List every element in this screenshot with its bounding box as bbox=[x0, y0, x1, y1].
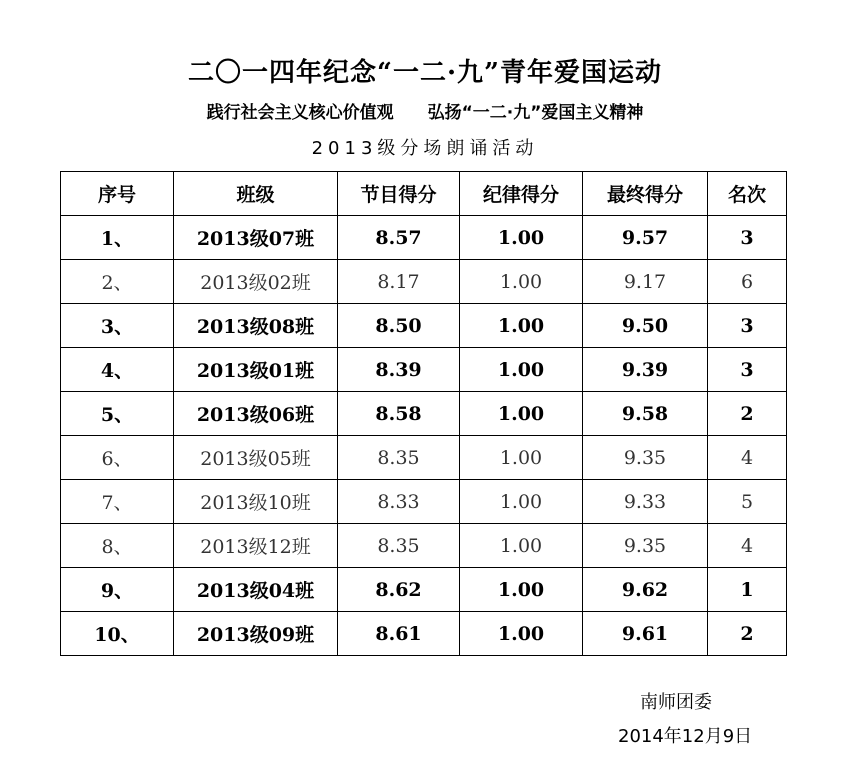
score-table bbox=[60, 171, 787, 656]
cell-rank: 4 bbox=[708, 436, 787, 480]
table-row bbox=[61, 436, 787, 480]
cell-discipline-score: 1.00 bbox=[460, 568, 583, 612]
cell-class: 2013级09班 bbox=[174, 612, 338, 656]
cell-number: 9、 bbox=[61, 568, 174, 612]
table-row bbox=[61, 304, 787, 348]
cell-program-score: 8.17 bbox=[338, 260, 460, 304]
cell-discipline-score: 1.00 bbox=[460, 392, 583, 436]
cell-rank: 3 bbox=[708, 304, 787, 348]
header-final-score: 最终得分 bbox=[583, 172, 708, 216]
cell-discipline-score: 1.00 bbox=[460, 612, 583, 656]
cell-discipline-score: 1.00 bbox=[460, 524, 583, 568]
event-name: 2013级分场朗诵活动 bbox=[311, 138, 539, 159]
table-row bbox=[61, 216, 787, 260]
header-discipline-score: 纪律得分 bbox=[460, 172, 583, 216]
cell-rank: 6 bbox=[708, 260, 787, 304]
cell-final-score: 9.17 bbox=[583, 260, 708, 304]
cell-class: 2013级07班 bbox=[174, 216, 338, 260]
table-row bbox=[61, 480, 787, 524]
header-number: 序号 bbox=[61, 172, 174, 216]
cell-program-score: 8.33 bbox=[338, 480, 460, 524]
cell-final-score: 9.61 bbox=[583, 612, 708, 656]
cell-program-score: 8.35 bbox=[338, 436, 460, 480]
cell-class: 2013级12班 bbox=[174, 524, 338, 568]
document-subtitle: 践行社会主义核心价值观 弘扬“一二·九”爱国主义精神 bbox=[206, 103, 644, 123]
table-row bbox=[61, 392, 787, 436]
cell-rank: 2 bbox=[708, 392, 787, 436]
cell-class: 2013级06班 bbox=[174, 392, 338, 436]
header-class: 班级 bbox=[174, 172, 338, 216]
cell-class: 2013级08班 bbox=[174, 304, 338, 348]
cell-number: 7、 bbox=[61, 480, 174, 524]
document-title: 二〇一四年纪念“一二·九”青年爱国运动 bbox=[188, 58, 662, 88]
header-program-score: 节目得分 bbox=[338, 172, 460, 216]
cell-class: 2013级10班 bbox=[174, 480, 338, 524]
cell-program-score: 8.61 bbox=[338, 612, 460, 656]
cell-rank: 3 bbox=[708, 216, 787, 260]
cell-final-score: 9.39 bbox=[583, 348, 708, 392]
cell-program-score: 8.58 bbox=[338, 392, 460, 436]
organization-signature: 南师团委 bbox=[640, 692, 712, 713]
cell-final-score: 9.50 bbox=[583, 304, 708, 348]
cell-discipline-score: 1.00 bbox=[460, 216, 583, 260]
cell-final-score: 9.35 bbox=[583, 524, 708, 568]
cell-number: 5、 bbox=[61, 392, 174, 436]
cell-number: 8、 bbox=[61, 524, 174, 568]
cell-rank: 3 bbox=[708, 348, 787, 392]
cell-discipline-score: 1.00 bbox=[460, 436, 583, 480]
cell-program-score: 8.50 bbox=[338, 304, 460, 348]
cell-number: 4、 bbox=[61, 348, 174, 392]
table-row bbox=[61, 568, 787, 612]
cell-program-score: 8.39 bbox=[338, 348, 460, 392]
cell-final-score: 9.57 bbox=[583, 216, 708, 260]
cell-rank: 4 bbox=[708, 524, 787, 568]
cell-program-score: 8.62 bbox=[338, 568, 460, 612]
table-row bbox=[61, 524, 787, 568]
cell-discipline-score: 1.00 bbox=[460, 260, 583, 304]
cell-discipline-score: 1.00 bbox=[460, 348, 583, 392]
cell-number: 1、 bbox=[61, 216, 174, 260]
cell-final-score: 9.58 bbox=[583, 392, 708, 436]
document-date: 2014年12月9日 bbox=[618, 726, 753, 747]
table-row bbox=[61, 348, 787, 392]
table-row bbox=[61, 260, 787, 304]
cell-class: 2013级04班 bbox=[174, 568, 338, 612]
cell-rank: 1 bbox=[708, 568, 787, 612]
cell-program-score: 8.57 bbox=[338, 216, 460, 260]
cell-discipline-score: 1.00 bbox=[460, 480, 583, 524]
cell-class: 2013级02班 bbox=[174, 260, 338, 304]
cell-number: 10、 bbox=[61, 612, 174, 656]
cell-class: 2013级05班 bbox=[174, 436, 338, 480]
cell-rank: 2 bbox=[708, 612, 787, 656]
table-row bbox=[61, 612, 787, 656]
cell-program-score: 8.35 bbox=[338, 524, 460, 568]
cell-class: 2013级01班 bbox=[174, 348, 338, 392]
table-header-row bbox=[61, 172, 787, 216]
cell-rank: 5 bbox=[708, 480, 787, 524]
cell-number: 2、 bbox=[61, 260, 174, 304]
cell-number: 6、 bbox=[61, 436, 174, 480]
cell-final-score: 9.62 bbox=[583, 568, 708, 612]
header-rank: 名次 bbox=[708, 172, 787, 216]
cell-number: 3、 bbox=[61, 304, 174, 348]
cell-final-score: 9.33 bbox=[583, 480, 708, 524]
cell-discipline-score: 1.00 bbox=[460, 304, 583, 348]
cell-final-score: 9.35 bbox=[583, 436, 708, 480]
